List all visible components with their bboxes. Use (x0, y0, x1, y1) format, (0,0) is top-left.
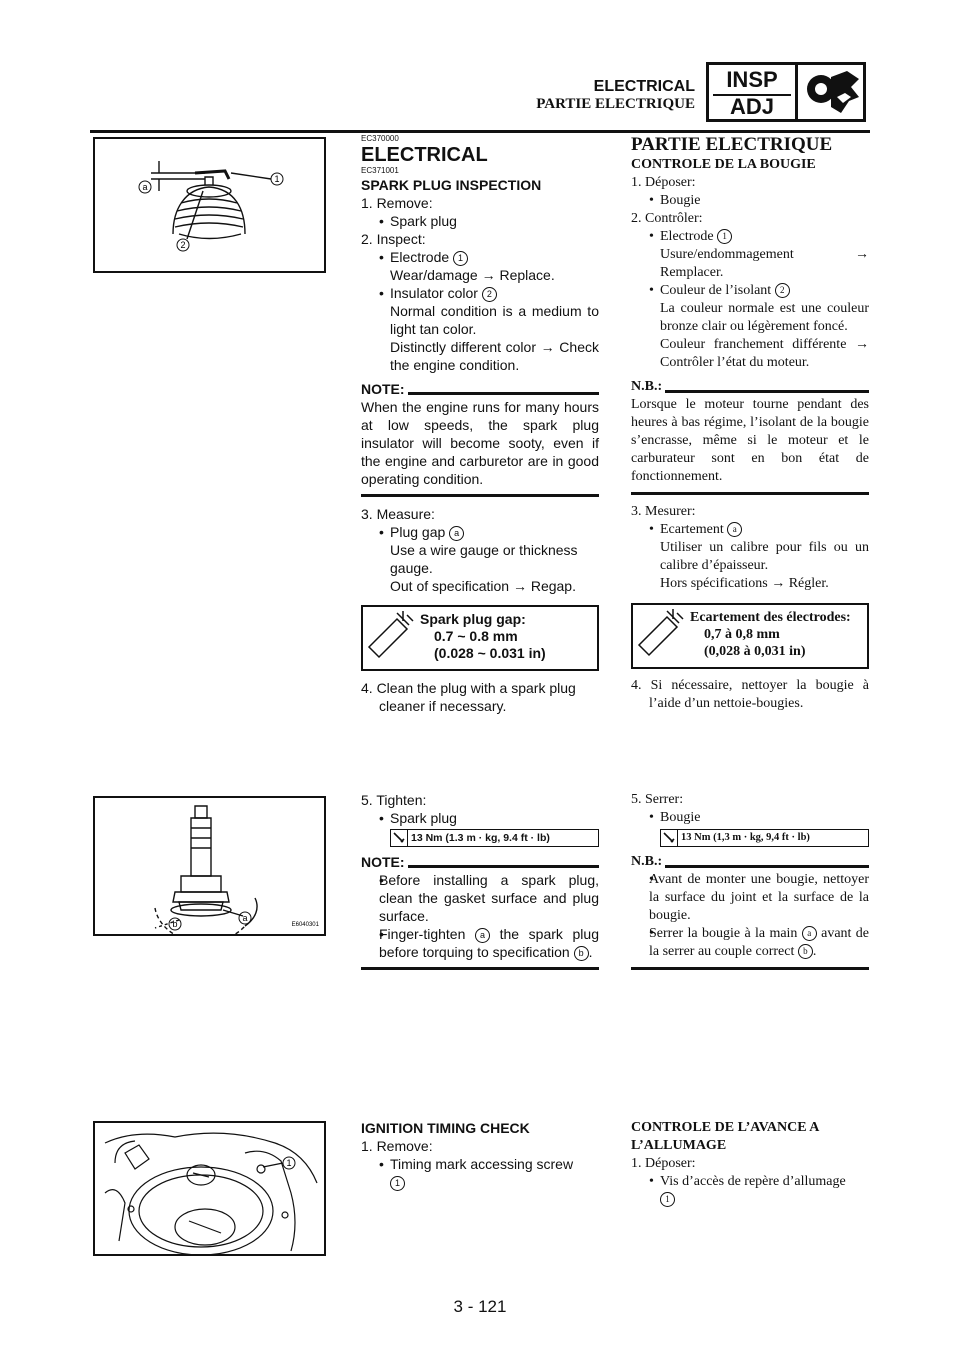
en-callout-2: 2 (482, 287, 497, 302)
fr-note-heading (631, 378, 869, 396)
fr-ignition-subheading-2: L’ALLUMAGE (631, 1138, 727, 1153)
en-step-5-item: • Spark plug (361, 809, 599, 827)
fr-step-3-gap (631, 521, 869, 539)
fr-electrode-label: Electrode (660, 229, 714, 244)
en-torque-value: 13 Nm (1.3 m · kg, 9.4 ft · lb) (411, 832, 550, 844)
fr-insulator-label: Couleur de l’isolant (660, 283, 772, 298)
fr-spec-value-1: 0,7 à 0,8 mm (704, 627, 780, 642)
en-step-5: 5. Tighten: (361, 792, 427, 808)
en-fingertighten-label: Finger-tighten (379, 926, 466, 942)
fr-step-1-item: • Bougie (631, 192, 869, 210)
badge-top-label: INSP (726, 67, 778, 92)
fr-insulator-text-1: La couleur normale est une couleur bronze clair ou légèrement foncé. (660, 301, 869, 334)
header-title-fr: PARTIE ELECTRIQUE (536, 96, 695, 112)
fr-note2-item-1: • Avant de monter une bougie, nettoyer la surface du joint et la surface de la bougie. (631, 871, 869, 925)
fr-heading: PARTIE ELECTRIQUE (631, 134, 833, 155)
en-note2-heading (361, 853, 599, 871)
fr-callout-a2: a (802, 926, 817, 941)
fr-subheading: CONTROLE DE LA BOUGIE (631, 157, 816, 172)
en-insulator-text-2: Distinctly different color → Check the engine condition. (390, 339, 599, 373)
fr-electrode-text: Usure/endommagement → Remplacer. (660, 247, 869, 280)
en-torque-box (390, 829, 599, 847)
fr-note-label: N.B.: (631, 379, 663, 394)
en-note-label: NOTE: (361, 381, 405, 397)
en-note2-rule (361, 967, 599, 970)
header-title-en: ELECTRICAL (593, 78, 695, 95)
fr-callout-a: a (727, 522, 742, 537)
fr-note2-label: N.B.: (631, 854, 663, 869)
fr-step-3: 3. Mesurer: (631, 504, 696, 519)
en-fingertighten-text: the spark plug before torquing to specification (379, 926, 599, 960)
en-step-2-insulator (361, 284, 599, 302)
en-insulator-text-1: Normal condition is a medium to light tan color. (390, 303, 599, 337)
en-note-heading (361, 380, 599, 398)
fig1-label-2: 2 (180, 240, 186, 250)
wrench-icon (801, 67, 863, 119)
fr-callout-b: b (798, 944, 813, 959)
fig2-label-b: b (172, 919, 178, 929)
en-gap-text-2: Out of specification → Regap. (390, 578, 576, 594)
en-note2-label: NOTE: (361, 854, 405, 870)
en-ign-callout-1: 1 (390, 1176, 405, 1191)
en-spec-value-2: (0.028 ~ 0.031 in) (434, 645, 546, 661)
fr-step-4: 4. Si nécessaire, nettoyer la bougie à l’aide d’un nettoie-bougies. (631, 678, 869, 711)
torque-wrench-icon (661, 830, 678, 846)
fr-insulator-text-2: Couleur franchement différente → Contrôler l’état du moteur. (660, 337, 869, 370)
en-step-4: 4. Clean the plug with a spark plug cleaner if necessary. (361, 680, 576, 714)
fr-torque-box (660, 829, 869, 847)
fr-ignition-section (631, 1119, 869, 1209)
fr-step-5-item: • Bougie (631, 809, 869, 827)
fig1-label-a: a (142, 182, 148, 192)
fig3-label-1: 1 (286, 1158, 292, 1168)
page-number: 3 - 121 (453, 1297, 507, 1316)
fr-ign-step-1-item (631, 1173, 869, 1209)
fr-spec-title: Ecartement des électrodes: (690, 610, 851, 625)
en-insulator-label: Insulator color (390, 285, 478, 301)
fr-spec-value-2: (0,028 à 0,031 in) (704, 644, 806, 659)
fr-timing-screw-label: Vis d’accès de repère d’allumage (660, 1174, 846, 1189)
fr-note2-rule (631, 967, 869, 970)
en-gap-text-1: Use a wire gauge or thickness gauge. (390, 542, 578, 576)
en-callout-a: a (449, 526, 464, 541)
fr-callout-2: 2 (775, 283, 790, 298)
en-ignition-section (361, 1119, 599, 1191)
en-electrode-label: Electrode (390, 249, 450, 265)
en-ign-step-1: 1. Remove: (361, 1138, 433, 1154)
en-step-1-item: • Spark plug (361, 212, 599, 230)
en-subheading: SPARK PLUG INSPECTION (361, 177, 542, 193)
en-callout-a2: a (475, 928, 490, 943)
fr-spec-box (631, 603, 869, 669)
fr-spark-plug-section (631, 134, 869, 713)
badge-bottom-label: ADJ (729, 94, 774, 119)
en-note-rule (361, 494, 599, 497)
fr-step-1: 1. Déposer: (631, 175, 696, 190)
en-spec-box (361, 605, 599, 671)
spark-plug-tighten-figure (93, 796, 326, 936)
en-ign-step-1-item (361, 1155, 599, 1191)
fr-step-2-electrode (631, 228, 869, 246)
fr-handtighten-text: avant de la serrer au couple correct (649, 926, 869, 959)
en-timing-screw-label: Timing mark accessing screw (390, 1156, 574, 1172)
en-gap-label: Plug gap (390, 524, 446, 540)
en-electrode-text: Wear/damage → Replace. (390, 267, 555, 283)
en-callout-1: 1 (453, 251, 468, 266)
en-ignition-subheading: IGNITION TIMING CHECK (361, 1120, 530, 1136)
fr-gap-label: Ecartement (660, 522, 724, 537)
fr-step-5: 5. Serrer: (631, 792, 684, 807)
en-spec-value-1: 0.7 ~ 0.8 mm (434, 628, 518, 644)
fr-gap-text-2: Hors spécifications → Régler. (660, 576, 829, 591)
en-step-2-electrode (361, 248, 599, 266)
en-note2-item-2: • Finger-tighten a the spark plug before torquing to specification b . (361, 925, 599, 961)
fr-gap-text-1: Utiliser un calibre pour fils ou un calibre d’épaisseur. (660, 540, 869, 573)
en-code-2: EC371001 (361, 166, 399, 175)
fr-step-2: 2. Contrôler: (631, 211, 703, 226)
spark-plug-gap-figure (93, 137, 326, 273)
fr-tighten-section (631, 791, 869, 978)
caliper-icon (633, 605, 689, 667)
fr-ign-callout-1: 1 (660, 1192, 675, 1207)
en-heading: ELECTRICAL (361, 144, 488, 166)
en-note-text: When the engine runs for many hours at low speeds, the spark plug insulator will become sooty, even if the engine and carburetor are in good operating condition. (361, 399, 599, 487)
en-note2-item-1: • Before installing a spark plug, clean the gasket surface and plug surface. (361, 871, 599, 925)
fr-torque-value: 13 Nm (1,3 m · kg, 9,4 ft · lb) (681, 832, 810, 843)
en-callout-b: b (574, 946, 589, 961)
en-step-2: 2. Inspect: (361, 231, 426, 247)
fr-ignition-subheading-1: CONTROLE DE L’AVANCE A (631, 1120, 820, 1135)
fig2-label-a: a (242, 913, 248, 923)
fr-step-2-insulator (631, 282, 869, 300)
badge-separator (795, 65, 798, 119)
caliper-icon (363, 607, 419, 669)
header-rule (90, 130, 870, 133)
en-spark-plug-section (361, 134, 599, 715)
torque-wrench-icon (391, 830, 408, 846)
fig2-code: E6040301 (291, 922, 319, 928)
fr-note-rule (631, 492, 869, 495)
en-step-3: 3. Measure: (361, 506, 435, 522)
fig1-label-1: 1 (274, 174, 280, 184)
fr-handtighten-label: Serrer la bougie à la main (649, 926, 798, 941)
ignition-timing-figure (93, 1121, 326, 1256)
en-code-1: EC370000 (361, 134, 399, 143)
en-step-1: 1. Remove: (361, 195, 433, 211)
insp-adj-badge (706, 62, 866, 122)
en-step-3-gap (361, 523, 599, 541)
en-spec-title: Spark plug gap: (420, 611, 526, 627)
fr-note2-item-2: • Serrer la bougie à la main a avant de la serrer au couple correct b . (631, 925, 869, 961)
fr-callout-1: 1 (717, 229, 732, 244)
fr-note2-heading (631, 853, 869, 871)
en-tighten-section (361, 791, 599, 978)
fr-note-text: Lorsque le moteur tourne pendant des heures à bas régime, l’isolant de la bougie s’encrasse, même si le moteur et le carburateur sont en bon état de fonctionnement. (631, 397, 869, 484)
fr-ign-step-1: 1. Déposer: (631, 1156, 696, 1171)
